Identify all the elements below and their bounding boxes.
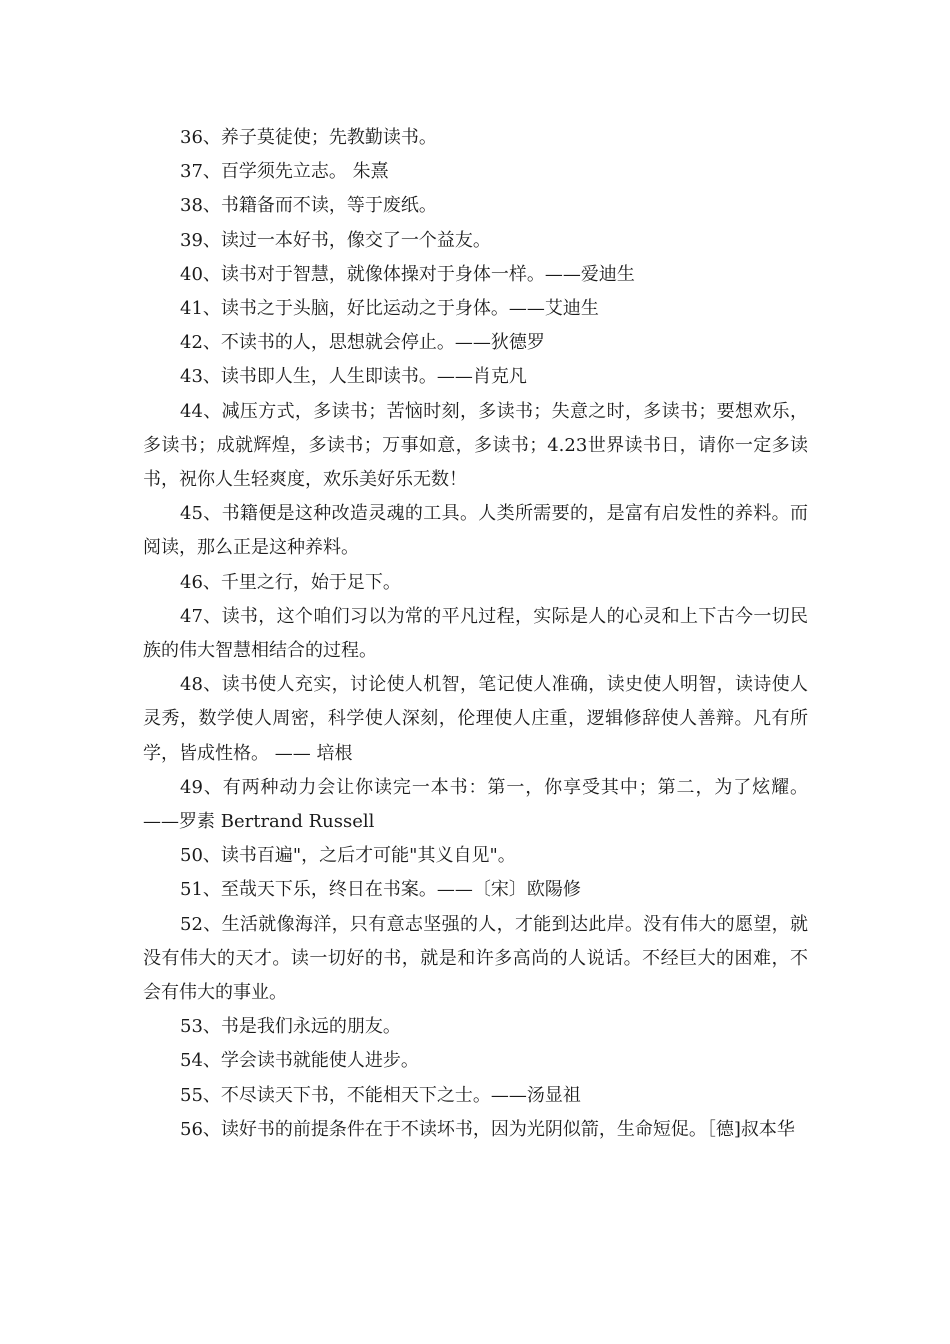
- quote-48: 48、读书使人充实，讨论使人机智，笔记使人准确，读史使人明智，读诗使人灵秀，数学使人周密，科学使人深刻，伦理使人庄重，逻辑修辞使人善辩。凡有所学，皆成性格。 —— 培根: [143, 674, 808, 764]
- quote-44: 44、减压方式，多读书；苦恼时刻，多读书；失意之时，多读书；要想欢乐，多读书；成就辉煌，多读书；万事如意，多读书；4.23世界读书日，请你一定多读书，祝你人生轻爽度，欢乐美好乐无数！: [143, 400, 808, 491]
- quote-47: 47、读书，这个咱们习以为常的平凡过程，实际是人的心灵和上下古今一切民族的伟大智慧相结合的过程。: [143, 605, 808, 662]
- quote-42: 42、不读书的人，思想就会停止。——狄德罗: [180, 332, 545, 354]
- quote-45: 45、书籍便是这种改造灵魂的工具。人类所需要的，是富有启发性的养料。而阅读，那么正是这种养料。: [143, 503, 808, 559]
- quote-38: 38、书籍备而不读，等于废纸。: [180, 195, 437, 217]
- quote-56: 56、读好书的前提条件在于不读坏书，因为光阴似箭，生命短促。［德]叔本华: [180, 1118, 795, 1140]
- quote-39: 39、读过一本好书，像交了一个益友。: [180, 229, 491, 251]
- quote-50: 50、读书百遍"，之后才可能"其义自见"。: [180, 845, 516, 867]
- quote-54: 54、学会读书就能使人进步。: [180, 1050, 419, 1072]
- quote-49: 49、有两种动力会让你读完一本书：第一，你享受其中；第二，为了炫耀。——罗素 Bertrand Russell: [143, 776, 808, 833]
- quote-53: 53、书是我们永远的朋友。: [180, 1016, 401, 1038]
- quote-52: 52、生活就像海洋，只有意志坚强的人，才能到达此岸。没有伟大的愿望，就没有伟大的天才。读一切好的书，就是和许多高尚的人说话。不经巨大的困难，不会有伟大的事业。: [143, 913, 808, 1004]
- quote-46: 46、千里之行，始于足下。: [180, 571, 401, 593]
- quote-51: 51、至哉天下乐，终日在书案。——〔宋〕欧陽修: [180, 879, 581, 901]
- quote-41: 41、读书之于头脑，好比运动之于身体。——艾迪生: [180, 298, 599, 320]
- quote-37: 37、百学须先立志。 朱熹: [180, 161, 389, 183]
- quote-36: 36、养子莫徒使；先教勤读书。: [180, 127, 437, 148]
- quote-55: 55、不尽读天下书，不能相天下之士。——汤显祖: [180, 1084, 581, 1106]
- document-body: [143, 121, 808, 1147]
- quote-43: 43、读书即人生，人生即读书。——肖克凡: [180, 366, 527, 388]
- quote-40: 40、读书对于智慧，就像体操对于身体一样。——爱迪生: [180, 263, 635, 285]
